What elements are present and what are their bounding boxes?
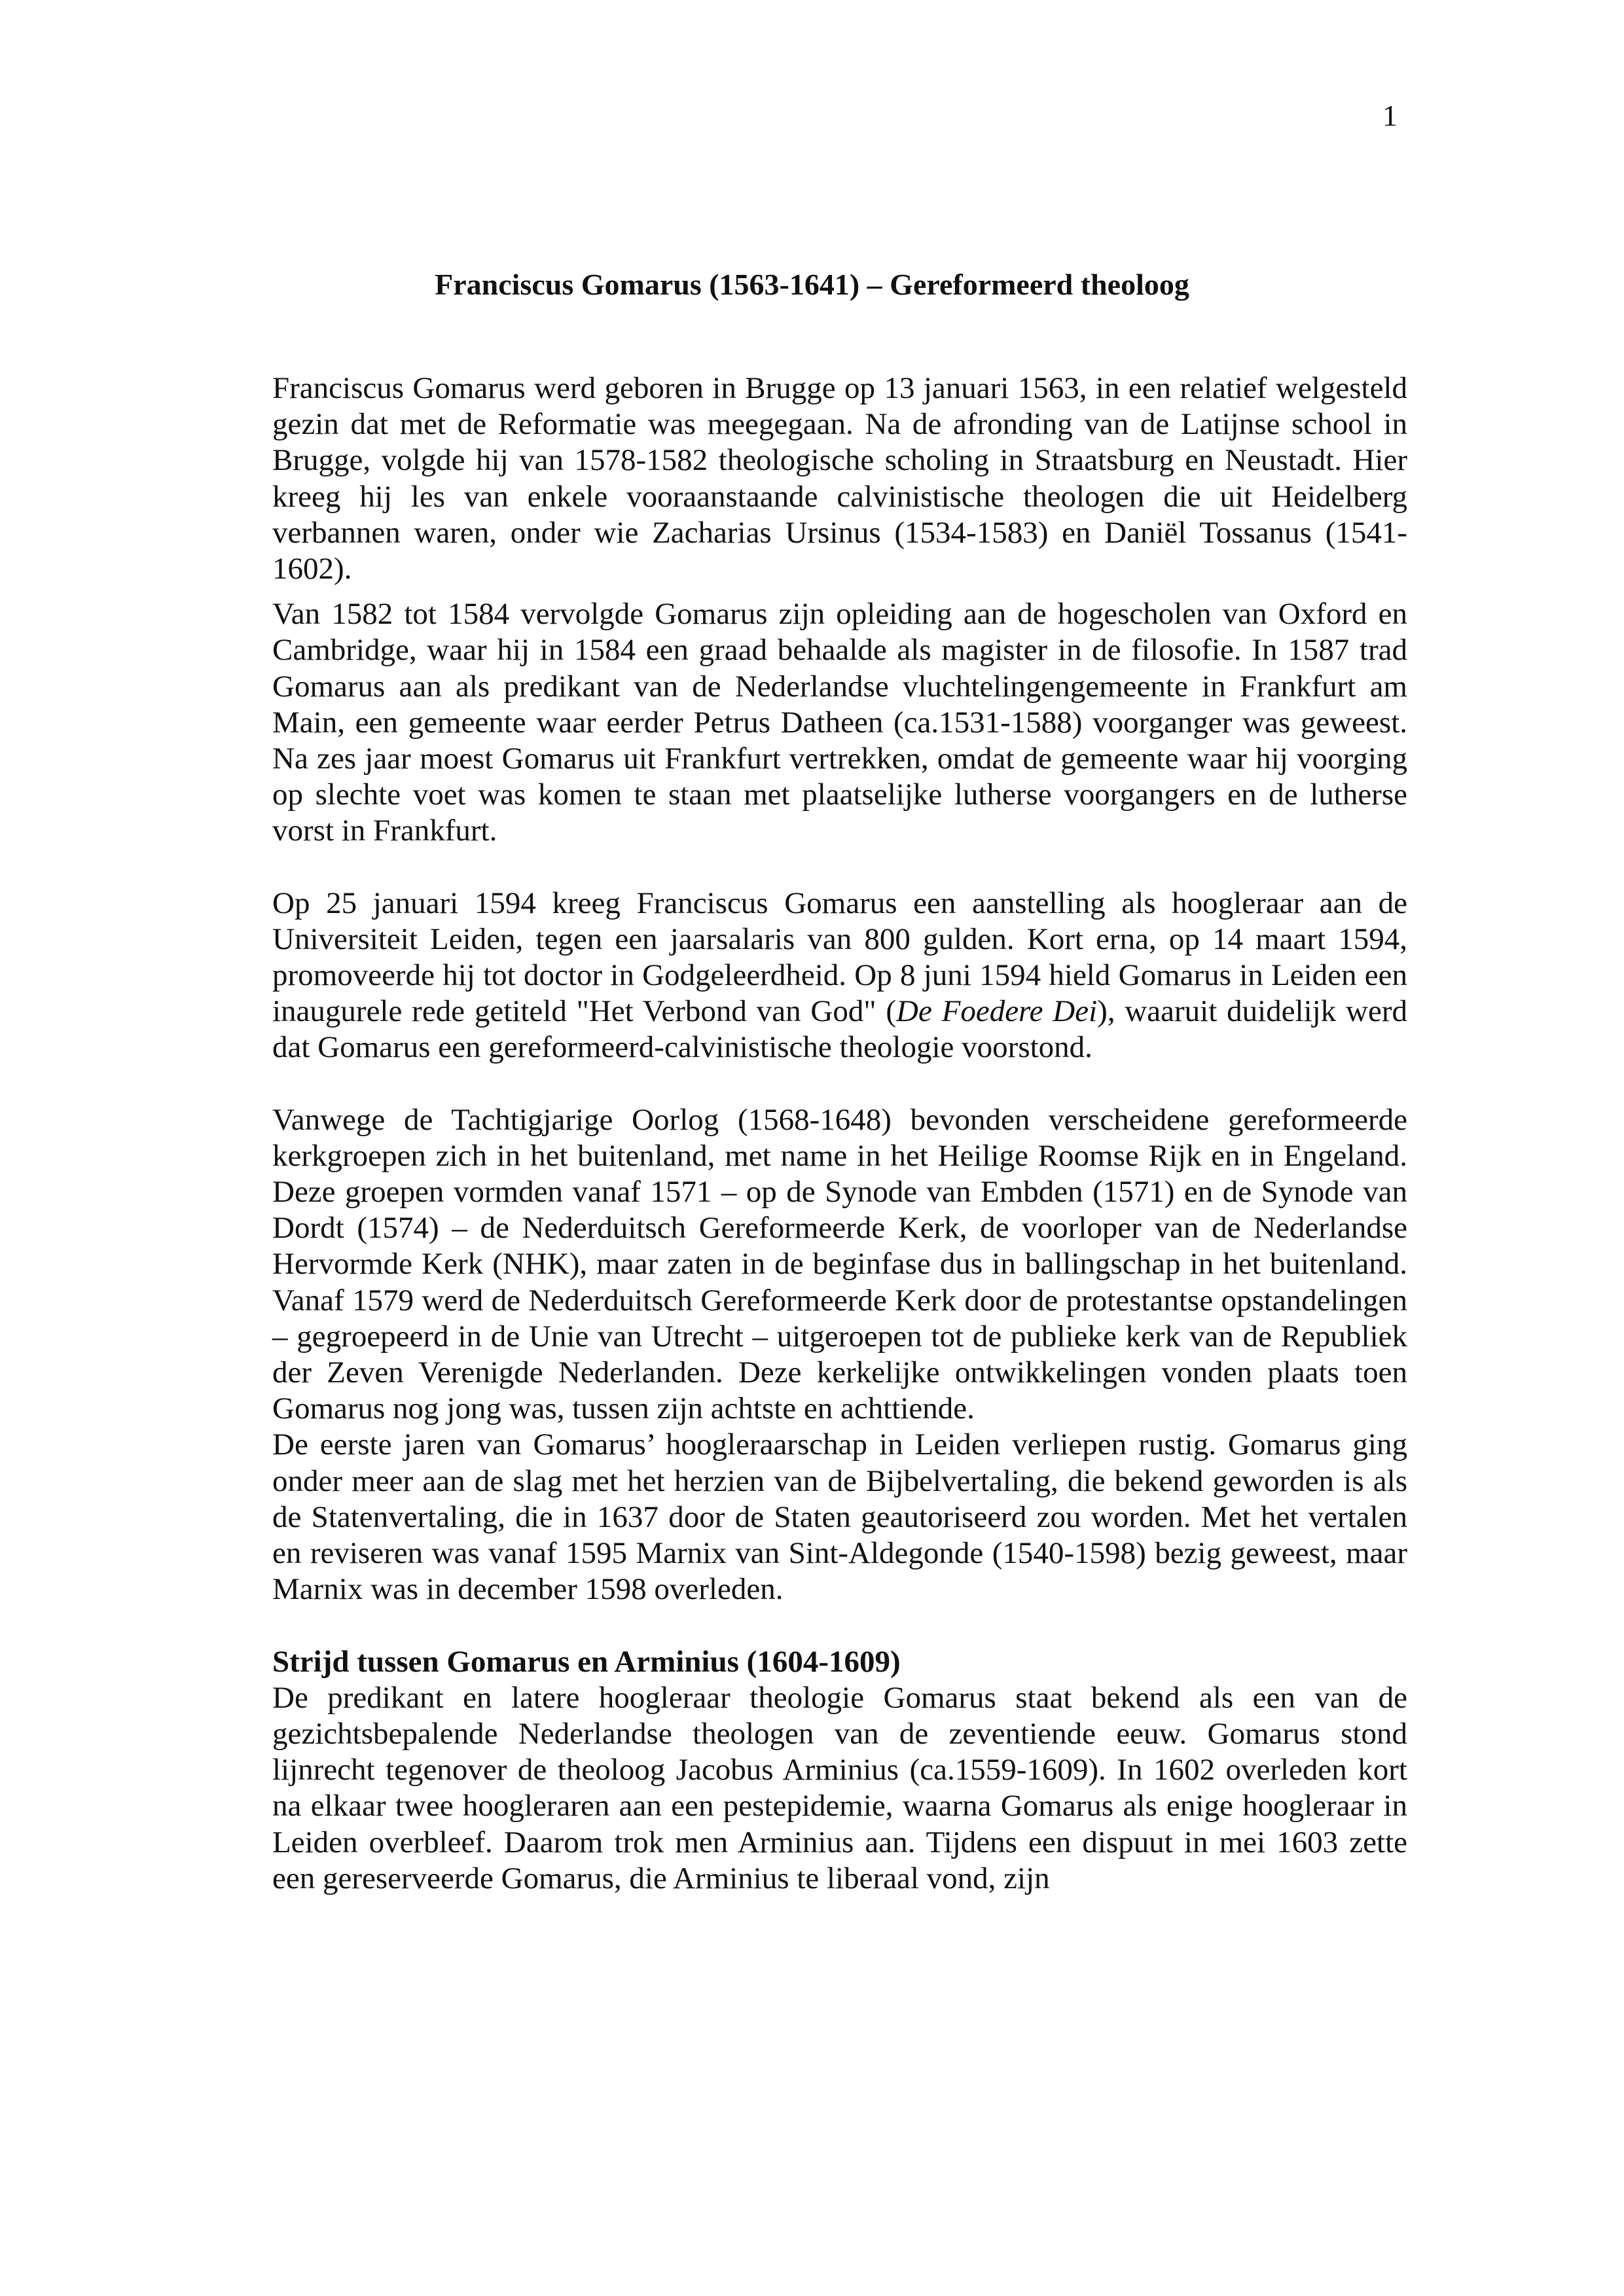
document-title: Franciscus Gomarus (1563-1641) – Gereformeerd theoloog [435,268,1189,301]
paragraph-leiden-text-after: ), waaruit duidelijk werd dat Gomarus een gereformeerd-calvinistische theologie voorstond. [272,994,1407,1065]
paragraph-education: Van 1582 tot 1584 vervolgde Gomarus zijn opleiding aan de hogescholen van Oxford en Cambridge, waar hij in 1584 een graad behaalde als magister in de filosofie. In 1587 trad Gomarus aan als predikant van de Nederlandse vluchtelingengemeente in Frankfurt am Main, een gemeente waar eerder Petrus Datheen (ca.1531-1588) voorganger was geweest. Na zes jaar moest Gomarus uit Frankfurt vertrekken, omdat de gemeente waar hij voorging op slechte voet was komen te staan met plaatselijke lutherse voorgangers en de lutherse vorst in Frankfurt. [272,597,1407,848]
document-body [272,370,1407,1897]
section-heading: Strijd tussen Gomarus en Arminius (1604-1609) [272,1644,901,1679]
paragraph-leiden-text-before: Op 25 januari 1594 kreeg Franciscus Gomarus een aanstelling als hoogleraar aan de Universiteit Leiden, tegen een jaarsalaris van 800 gulden. Kort erna, op 14 maart 1594, promoveerde hij tot doctor in Godgeleerdheid. Op 8 juni 1594 hield Gomarus in Leiden een inaugurele rede getiteld "Het Verbond van God" ( [272,886,1407,1029]
paragraph-leiden-appointment [272,886,1407,1066]
paragraph-arminius: De predikant en latere hoogleraar theologie Gomarus staat bekend als een van de gezichtsbepalende Nederlandse theologen van de zeventiende eeuw. Gomarus stond lijnrecht tegenover de theoloog Jacobus Arminius (ca.1559-1609). In 1602 overleden kort na elkaar twee hoogleraren aan een pestepidemie, waarna Gomarus als enige hoogleraar in Leiden overbleef. Daarom trok men Arminius aan. Tijdens een dispuut in mei 1603 zette een gereserveerde Gomarus, die Arminius te liberaal vond, zijn [272,1680,1407,1895]
paragraph-eighty-years-war: Vanwege de Tachtigjarige Oorlog (1568-1648) bevonden verscheidene gereformeerde kerkgroepen zich in het buitenland, met name in het Heilige Roomse Rijk en in Engeland. Deze groepen vormden vanaf 1571 – op de Synode van Embden (1571) en de Synode van Dordt (1574) – de Nederduitsch Gereformeerde Kerk, de voorloper van de Nederlandse Hervormde Kerk (NHK), maar zaten in de beginfase dus in ballingschap in het buitenland. Vanaf 1579 werd de Nederduitsch Gereformeerde Kerk door de protestantse opstandelingen – gegroepeerd in de Unie van Utrecht – uitgeroepen tot de publieke kerk van de Republiek der Zeven Verenigde Nederlanden. Deze kerkelijke ontwikkelingen vonden plaats toen Gomarus nog jong was, tussen zijn achtste en achttiende. [272,1102,1407,1426]
page-number: 1 [1382,99,1398,132]
paragraph-leiden-italic-title: De Foedere Dei [896,994,1098,1029]
paragraph-birth: Franciscus Gomarus werd geboren in Brugge op 13 januari 1563, in een relatief welgesteld gezin dat met de Reformatie was meegegaan. Na de afronding van de Latijnse school in Brugge, volgde hij van 1578-1582 theologische scholing in Straatsburg en Neustadt. Hier kreeg hij les van enkele vooraanstaande calvinistische theologen die uit Heidelberg verbannen waren, onder wie Zacharias Ursinus (1534-1583) en Daniël Tossanus (1541-1602). [272,371,1407,586]
paragraph-statenvertaling: De eerste jaren van Gomarus’ hoogleraarschap in Leiden verliepen rustig. Gomarus ging onder meer aan de slag met het herzien van de Bijbelvertaling, die bekend geworden is als de Statenvertaling, die in 1637 door de Staten geautoriseerd zou worden. Met het vertalen en reviseren was vanaf 1595 Marnix van Sint-Aldegonde (1540-1598) bezig geweest, maar Marnix was in december 1598 overleden. [272,1427,1407,1607]
